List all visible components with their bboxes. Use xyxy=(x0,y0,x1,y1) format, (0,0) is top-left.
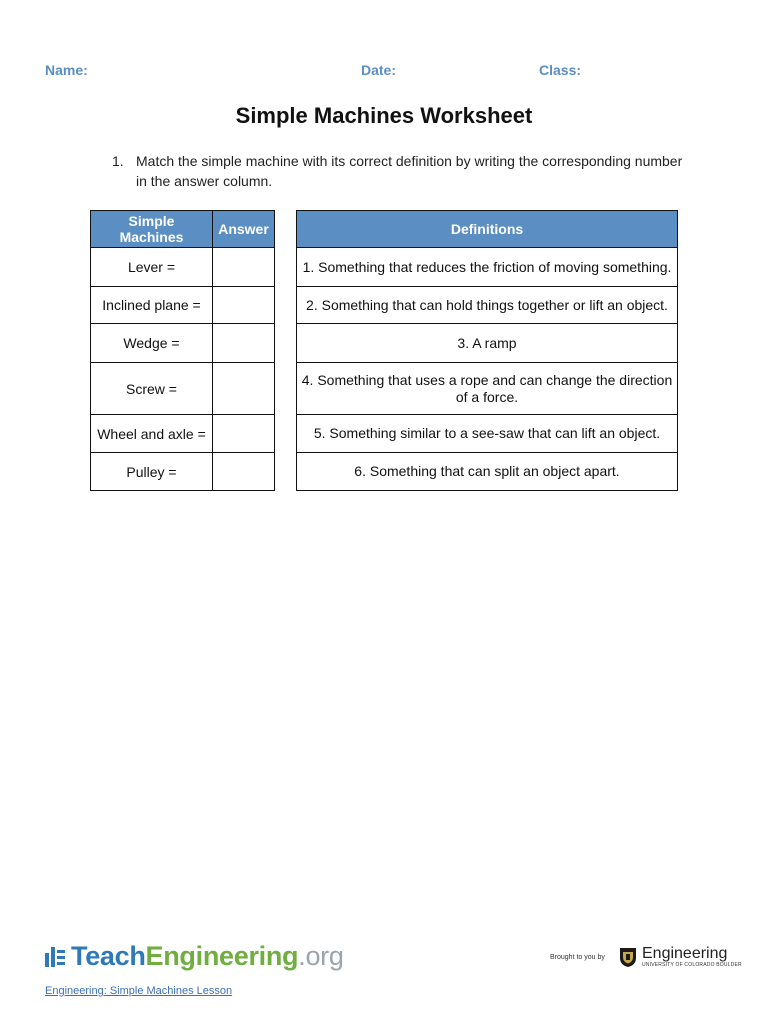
definition-cell: 6. Something that can split an object apart. xyxy=(297,453,678,491)
logo-org: .org xyxy=(298,941,344,971)
page-title: Simple Machines Worksheet xyxy=(235,103,533,128)
col-header-simple-machines: Simple Machines xyxy=(91,211,213,248)
table-row xyxy=(91,363,275,415)
machines-header-row xyxy=(91,211,275,248)
definition-cell: 4. Something that uses a rope and can change the direction of a force. xyxy=(297,363,678,415)
logo-engineering: Engineering xyxy=(145,941,299,971)
instruction-text: Match the simple machine with its correct definition by writing the corresponding number in the answer column. xyxy=(136,153,683,189)
table-row xyxy=(297,324,678,363)
definition-cell: 1. Something that reduces the friction of moving something. xyxy=(297,248,678,287)
machines-table xyxy=(90,210,275,491)
answer-cell[interactable] xyxy=(213,287,275,324)
answer-cell[interactable] xyxy=(213,248,275,287)
answer-cell[interactable] xyxy=(213,453,275,491)
brought-to-you-by: Brought to you by xyxy=(550,954,605,961)
table-row xyxy=(91,453,275,491)
machine-cell: Lever = xyxy=(91,248,213,287)
partner-subtitle: UNIVERSITY OF COLORADO BOULDER xyxy=(642,962,742,968)
machine-cell: Wedge = xyxy=(91,324,213,363)
table-row xyxy=(91,248,275,287)
teachengineering-mark-icon xyxy=(45,947,65,967)
definition-cell: 2. Something that can hold things together or lift an object. xyxy=(297,287,678,324)
col-header-answer: Answer xyxy=(213,211,275,248)
machine-cell: Wheel and axle = xyxy=(91,415,213,453)
machine-cell: Screw = xyxy=(91,363,213,415)
class-label: Class: xyxy=(539,62,582,78)
partner-name: Engineering xyxy=(642,945,728,962)
cu-shield-icon xyxy=(618,946,638,968)
cu-engineering-logo xyxy=(618,946,742,968)
machine-cell: Pulley = xyxy=(91,453,213,491)
definition-cell: 5. Something similar to a see-saw that can lift an object. xyxy=(297,415,678,453)
table-row xyxy=(297,363,678,415)
definition-cell: 3. A ramp xyxy=(297,324,678,363)
answer-cell[interactable] xyxy=(213,415,275,453)
machine-cell: Inclined plane = xyxy=(91,287,213,324)
name-label: Name: xyxy=(45,62,88,78)
table-row xyxy=(297,248,678,287)
table-row xyxy=(297,415,678,453)
answer-cell[interactable] xyxy=(213,324,275,363)
definitions-table xyxy=(296,210,678,491)
instruction xyxy=(112,151,692,191)
definitions-header-row xyxy=(297,211,678,248)
table-row xyxy=(297,287,678,324)
col-header-definitions: Definitions xyxy=(297,211,678,248)
lesson-link[interactable]: Engineering: Simple Machines Lesson xyxy=(45,985,233,997)
table-row xyxy=(297,453,678,491)
table-row xyxy=(91,287,275,324)
table-row xyxy=(91,324,275,363)
teachengineering-logo xyxy=(45,941,344,972)
logo-teach: Teach xyxy=(71,941,146,971)
answer-cell[interactable] xyxy=(213,363,275,415)
instruction-number: 1. xyxy=(112,153,124,169)
table-row xyxy=(91,415,275,453)
date-label: Date: xyxy=(361,62,397,78)
